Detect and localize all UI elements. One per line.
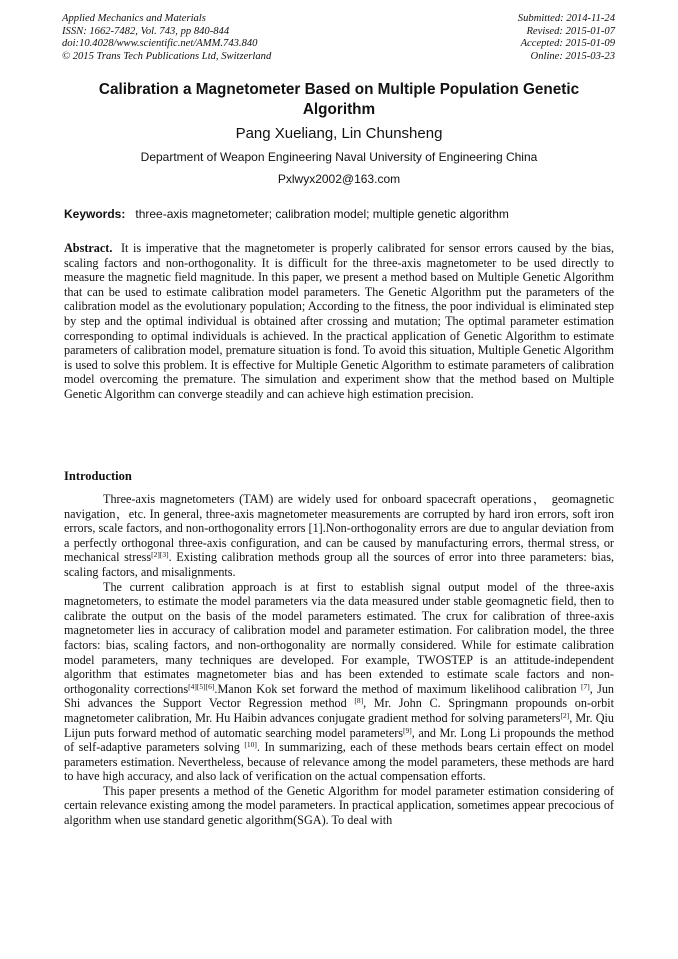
introduction-body (64, 492, 614, 828)
keywords-label: Keywords: (64, 207, 126, 221)
intro-paragraph-3: This paper presents a method of the Genetic Algorithm for model parameter estimation considering of certain relevance existing among the model parameters. In practical application, sometimes appear precocious of algorithm when use standard genetic algorithm(SGA). To deal with (64, 783, 614, 828)
text-run: The current calibration approach is at first to establish signal output model of the three-axis magnetometers, to estimate the model parameters via the data measured under stable geomagnetic field, then to calibrate the output on the basis of the model parameters estimated. The crux for calibration of three-axis magnetometer lies in accuracy of calibration model and parameter estimation. For calibration model, the three factors: bias, scaling factors, and non-orthogonality are normally considered. While for estimate calibration model parameters, many techniques are developed. For example, TWOSTEP is an attitude-independent algorithm that estimates magnetometer bias and has been extended to estimate scale factors and non-orthogonality corrections (64, 579, 614, 696)
text-run: , and Mr. Long Li propounds the method of self-adaptive parameters solving (64, 725, 614, 755)
author-affiliation: Department of Weapon Engineering Naval University of Engineering China (140, 150, 538, 164)
revised-date: Revised: 2015-01-07 (526, 25, 615, 37)
accepted-date: Accepted: 2015-01-09 (520, 38, 615, 50)
citation: [4][5][6] (188, 681, 215, 691)
text-run: , Mr. Qiu Lijun puts forward method of automatic searching model parameters (64, 710, 614, 740)
paper-title: Calibration a Magnetometer Based on Multiple Population Genetic Algorithm (98, 81, 580, 118)
journal-copyright: © 2015 Trans Tech Publications Ltd, Switzerland (62, 50, 272, 62)
abstract-label: Abstract. (64, 241, 113, 255)
submitted-date: Submitted: 2014-11-24 (517, 13, 615, 24)
journal-name: Applied Mechanics and Materials (62, 13, 206, 24)
citation: [8] (354, 696, 364, 706)
submission-dates (518, 13, 615, 63)
text-run: . In summarizing, each of these methods bears certain effect on model parameters estimation. Nevertheless, because of relevance among the model parameters, these methods are hard to have high accuracy, and also lack of verification on the actual compensation efforts. (64, 740, 615, 784)
author-email: Pxlwyx2002@163.com (277, 172, 401, 186)
intro-paragraph-2 (64, 580, 614, 784)
citation: [7] (580, 681, 590, 691)
citation: [2][3] (151, 550, 169, 560)
introduction-heading: Introduction (64, 469, 132, 483)
text-run: .Manon Kok set forward the method of maximum likelihood calibration (214, 681, 581, 696)
abstract (64, 241, 614, 402)
text-run: . Existing calibration methods group all the sources of error into three parameters: bias, scaling factors, and misalignments. (64, 550, 614, 579)
intro-paragraph-1 (64, 492, 614, 580)
paper-authors: Pang Xueliang, Lin Chunsheng (235, 125, 443, 142)
citation: [10] (244, 740, 257, 750)
text-run: , Jun Shi advances the Support Vector Regression method (64, 681, 615, 711)
citation: [2] (560, 710, 570, 720)
citation: [9] (403, 725, 412, 735)
journal-doi: doi:10.4028/www.scientific.net/AMM.743.840 (62, 38, 258, 50)
journal-info (62, 13, 271, 63)
journal-issn: ISSN: 1662-7482, Vol. 743, pp 840-844 (62, 25, 230, 37)
keywords (64, 207, 614, 222)
online-date: Online: 2015-03-23 (530, 50, 615, 62)
keywords-text: three-axis magnetometer; calibration model; multiple genetic algorithm (135, 207, 509, 221)
text-run: Three-axis magnetometers (TAM) are widely used for onboard spacecraft operations， geomagnetic navigation，etc. In general, three-axis magnetometer measurements are corrupted by hard iron errors, soft iron errors, scale factors, and non-orthogonality errors [1].Non-orthogonality errors are due to angular deviation from a perfectly orthogonal three-axis configuration, and can be caused by manufacturing errors, thermal stress, or mechanical stress (64, 492, 614, 565)
text-run: , Mr. John C. Springmann propounds on-orbit magnetometer calibration, Mr. Hu Haibin advances conjugate gradient method for solving parameters (64, 696, 614, 725)
abstract-text: It is imperative that the magnetometer is properly calibrated for sensor errors caused by the bias, scaling factors and non-orthogonality. It is difficult for the three-axis magnetometer to be used directly to measure the magnetic field magnitude. In this paper, we present a method based on Multiple Genetic Algorithm that can be used to estimate calibration model parameters. The Genetic Algorithm put the parameters of the calibration model as the evolutionary population; According to the fitness, the poor individual is eliminated step by step and the optimal individual is obtained after crossing and mutation; The optimal parameter estimation corresponding to optimal individuals is achieved. In the practical application of Genetic Algorithm to estimate parameters of calibration model, premature situation is fond. To avoid this situation, Multiple Genetic Algorithm is used to solve this problem. It is effective for Multiple Genetic Algorithm to estimate parameters of calibration model overcoming the premature. The simulation and experiment show that the method based on Multiple Genetic Algorithm can converge steadily and can achieve high estimation precision. (64, 241, 614, 401)
